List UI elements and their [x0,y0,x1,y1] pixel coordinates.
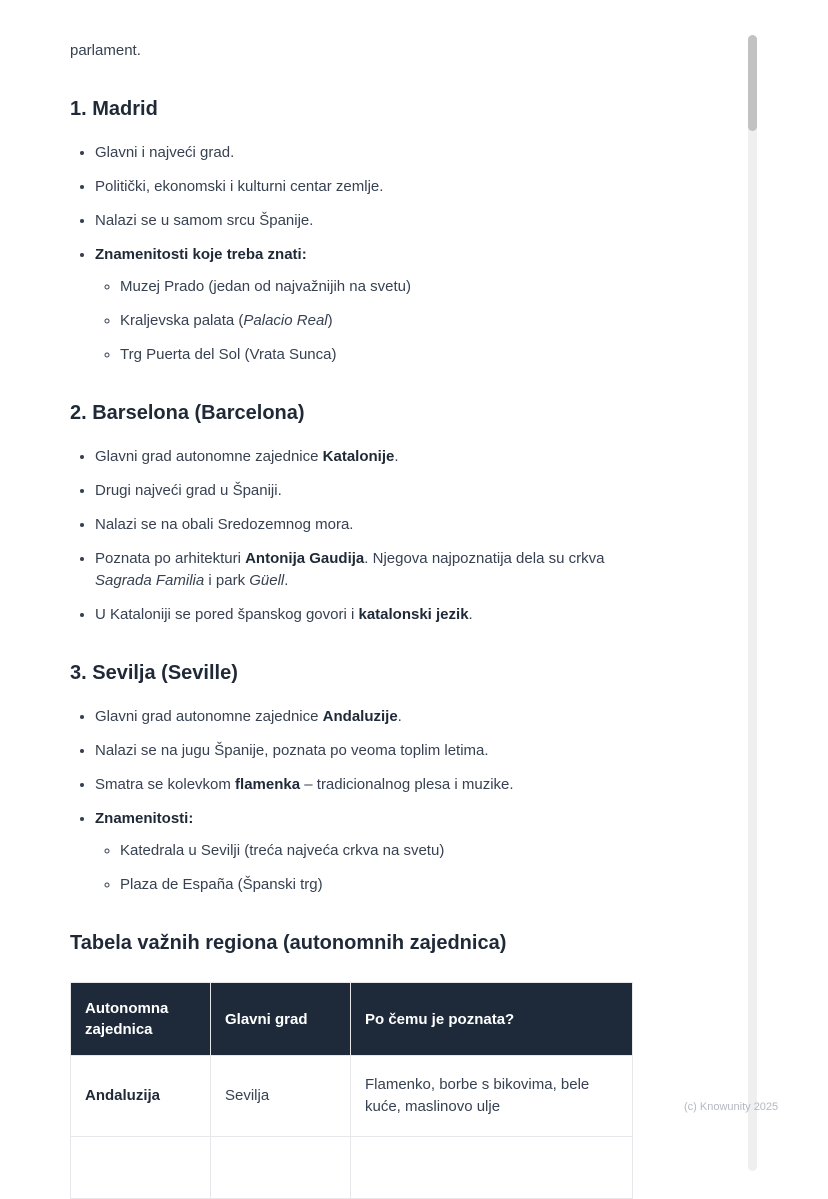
text-segment: . [468,606,473,623]
table-row [71,1056,633,1137]
table-row-partial [71,1137,633,1199]
text-segment: Antonija Gaudija [245,550,365,567]
table-header-row [71,983,633,1056]
text-segment: Znamenitosti: [95,810,194,827]
regions-table [70,982,633,1199]
sub-bullet-item [120,310,632,332]
text-segment: Kraljevska palata ( [120,312,244,329]
text-segment: Politički, ekonomski i kulturni centar zemlje. [95,178,384,195]
table-cell: Sevilja [211,1056,351,1137]
text-segment: Smatra se kolevkom [95,776,236,793]
table-cell-empty [351,1137,633,1199]
intro-text: parlament. [70,42,141,59]
text-segment: Nalazi se u samom srcu Španije. [95,212,314,229]
text-segment: Muzej Prado (jedan od najvažnijih na svetu) [120,278,411,295]
text-segment: . Njegova najpoznatija dela su crkva [364,550,605,567]
text-segment: . [397,708,402,725]
watermark: (c) Knowunity 2025 [684,1101,779,1113]
text-segment: Plaza de España (Španski trg) [120,876,323,893]
sub-bullet-item [120,840,632,862]
sub-bullet-item [120,344,632,366]
text-segment: Nalazi se na obali Sredozemnog mora. [95,516,354,533]
text-segment: Poznata po arhitekturi [95,550,246,567]
bullet-item [95,740,632,762]
bullet-item [95,808,632,896]
document-content [70,40,632,1199]
bullet-item [95,446,632,468]
text-segment: . [394,448,399,465]
text-segment: . [284,572,289,589]
table-header-capital: Glavni grad [211,983,351,1056]
text-segment: ) [327,312,333,329]
table-section-title: Tabela važnih regiona (autonomnih zajednica) [70,932,507,954]
text-segment: katalonski jezik [358,606,469,623]
text-segment: Andaluzije [322,708,398,725]
section-title-barselona: 2. Barselona (Barcelona) [70,402,305,424]
bullet-item [95,176,632,198]
section-title-madrid: 1. Madrid [70,98,158,120]
table-header-region: Autonomna zajednica [71,983,211,1056]
text-segment: Palacio Real [243,312,328,329]
text-segment: Glavni i najveći grad. [95,144,235,161]
table-cell: Flamenko, borbe s bikovima, bele kuće, maslinovo ulje [351,1056,633,1137]
text-segment: U Kataloniji se pored španskog govori i [95,606,359,623]
text-segment: Sagrada Familia [95,572,205,589]
text-segment: Katedrala u Sevilji (treća najveća crkva na svetu) [120,842,445,859]
sub-bullet-item [120,276,632,298]
text-segment: Güell [249,572,285,589]
text-segment: Glavni grad autonomne zajednice [95,708,323,725]
text-segment: Znamenitosti koje treba znati: [95,246,307,263]
bullet-list-sevilja [70,706,632,896]
section-madrid [70,96,632,366]
table-cell-empty [211,1137,351,1199]
text-segment: – tradicionalnog plesa i muzike. [300,776,514,793]
bullet-item [95,774,632,796]
section-title-sevilja: 3. Sevilja (Seville) [70,662,238,684]
scrollbar[interactable] [748,35,757,1171]
text-segment: i park [204,572,250,589]
text-segment: Trg Puerta del Sol (Vrata Sunca) [120,346,337,363]
sub-bullet-list [95,840,632,896]
text-segment: Nalazi se na jugu Španije, poznata po veoma toplim letima. [95,742,489,759]
bullet-item [95,244,632,366]
section-barselona [70,400,632,626]
sub-bullet-item [120,874,632,896]
bullet-list-barselona [70,446,632,626]
bullet-item [95,514,632,536]
bullet-item [95,210,632,232]
bullet-item [95,548,632,592]
table-header-known-for: Po čemu je poznata? [351,983,633,1056]
bullet-item [95,480,632,502]
bullet-item [95,706,632,728]
sub-bullet-list [95,276,632,366]
table-body [71,1056,633,1137]
bullet-list-madrid [70,142,632,366]
section-sevilja [70,660,632,896]
table-cell-empty [71,1137,211,1199]
text-segment: Katalonije [322,448,395,465]
table-cell: Andaluzija [71,1056,211,1137]
text-segment: Glavni grad autonomne zajednice [95,448,323,465]
text-segment: Drugi najveći grad u Španiji. [95,482,282,499]
scrollbar-thumb[interactable] [748,35,757,131]
section-regions-table [70,930,632,1199]
text-segment: flamenka [235,776,301,793]
bullet-item [95,142,632,164]
bullet-item [95,604,632,626]
table-body-partial [71,1137,633,1199]
